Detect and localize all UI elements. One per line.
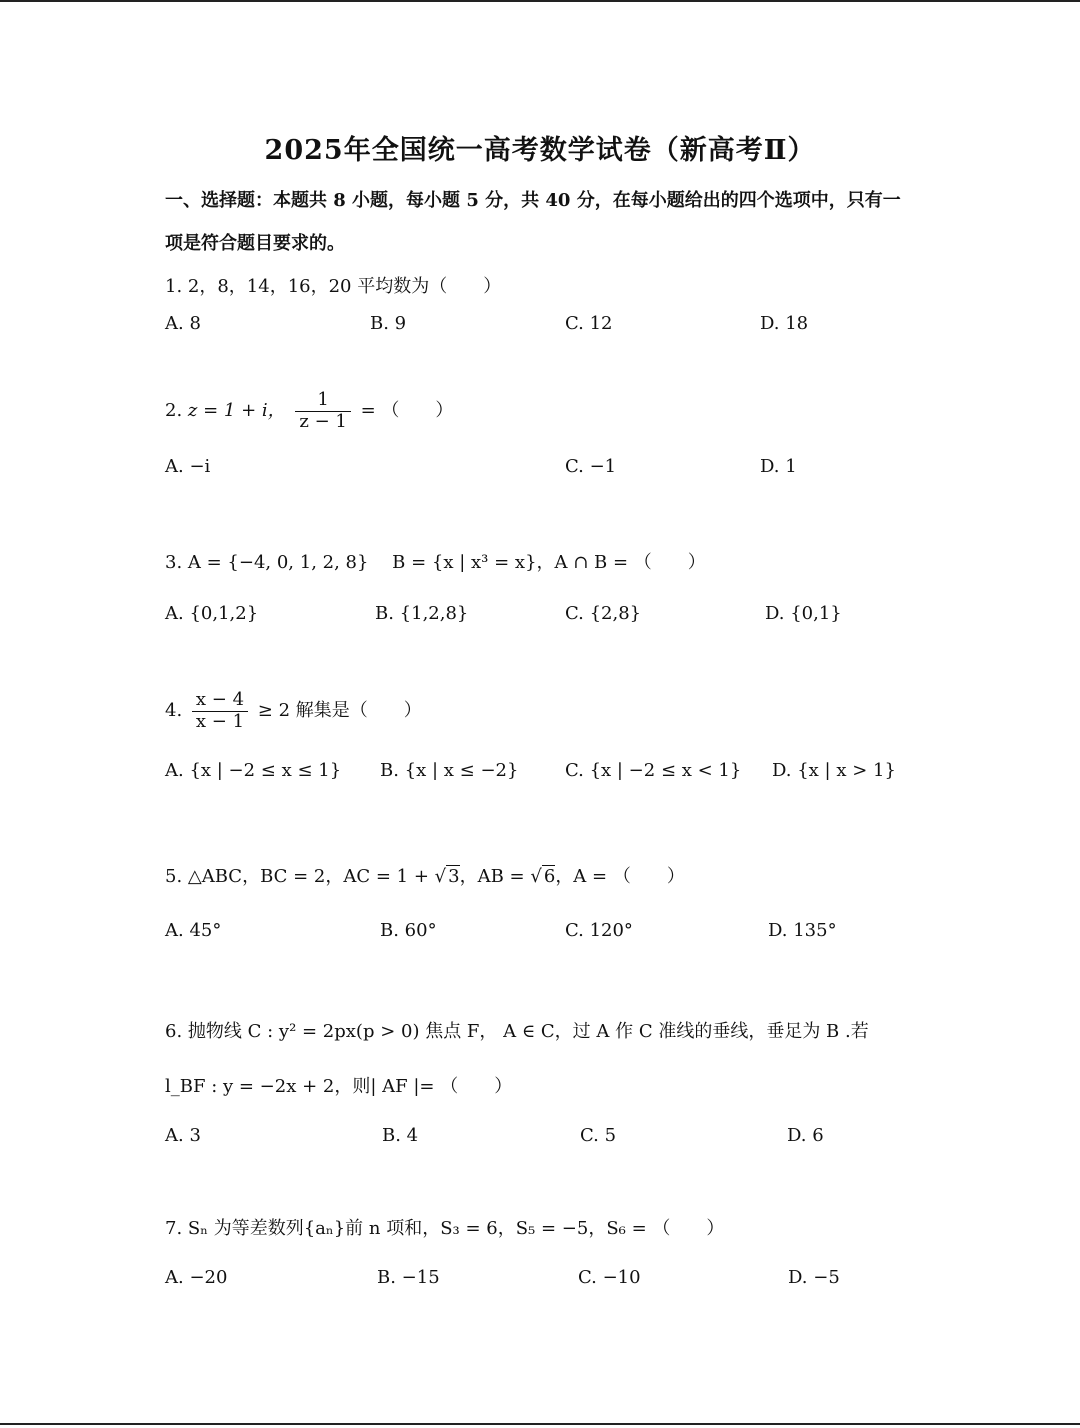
question-5-part-a: 5. △ABC，BC = 2，AC = 1 +: [165, 866, 435, 887]
question-2-option-d: D. 1: [760, 456, 797, 477]
question-4-frac-num: x − 4: [192, 690, 248, 712]
question-5-part-b: ，AB =: [459, 866, 531, 887]
question-2-frac-num: 1: [295, 390, 350, 412]
question-5-option-d: D. 135°: [768, 920, 837, 941]
bottom-border: [0, 1423, 1080, 1425]
question-5-option-a: A. 45°: [165, 920, 222, 941]
question-6-option-a: A. 3: [165, 1125, 201, 1146]
question-2-fraction: [295, 390, 350, 432]
question-2-z-def: z = 1 + i，: [187, 400, 286, 422]
question-7-stem: 7. Sₙ 为等差数列{aₙ}前 n 项和，S₃ = 6，S₅ = −5，S₆ = （ ）: [165, 1218, 725, 1239]
question-4-option-c: C. {x | −2 ≤ x < 1}: [565, 760, 742, 781]
question-4-option-b: B. {x | x ≤ −2}: [380, 760, 519, 781]
question-6-stem-line2: l_BF : y = −2x + 2，则| AF |= （ ）: [165, 1076, 513, 1097]
question-3-option-a: A. {0,1,2}: [165, 603, 259, 624]
question-4-suffix: ≥ 2 解集是（ ）: [257, 700, 422, 722]
top-border: [0, 0, 1080, 2]
question-2-option-c: C. −1: [565, 456, 617, 477]
question-4-frac-den: x − 1: [195, 710, 245, 732]
question-6-stem-line1: 6. 抛物线 C : y² = 2px(p > 0) 焦点 F， A ∈ C，过 A 作 C 准线的垂线，垂足为 B .若: [165, 1021, 869, 1042]
question-3-stem: 3. A = {−4, 0, 1, 2, 8} B = {x | x³ = x}，A ∩ B = （ ）: [165, 552, 706, 573]
question-2-stem: [165, 390, 945, 432]
question-5-sqrt-3: 3: [448, 866, 460, 887]
question-2-frac-den: z − 1: [299, 410, 347, 432]
question-2-option-a: A. −i: [165, 456, 211, 477]
question-5-option-b: B. 60°: [380, 920, 437, 941]
section-heading-line1: 一、选择题：本题共 8 小题，每小题 5 分，共 40 分，在每小题给出的四个选项中，只有一: [165, 190, 901, 211]
question-3-option-c: C. {2,8}: [565, 603, 642, 624]
question-5-option-c: C. 120°: [565, 920, 633, 941]
question-3-option-d: D. {0,1}: [765, 603, 842, 624]
question-2-suffix: = （ ）: [360, 400, 454, 422]
question-7-option-c: C. −10: [578, 1267, 641, 1288]
question-2-number: 2.: [165, 400, 183, 422]
question-6-option-b: B. 4: [382, 1125, 419, 1146]
question-7-option-a: A. −20: [165, 1267, 228, 1288]
question-7-option-d: D. −5: [788, 1267, 840, 1288]
question-4-stem: [165, 690, 945, 732]
question-4-option-a: A. {x | −2 ≤ x ≤ 1}: [165, 760, 342, 781]
question-1-option-b: B. 9: [370, 313, 407, 334]
question-5-stem: 5. △ABC，BC = 2，AC = 1 + √ 3，AB = √ 6，A = （ ）: [165, 866, 685, 887]
question-1-option-a: A. 8: [165, 313, 201, 334]
question-6-option-d: D. 6: [787, 1125, 824, 1146]
question-5-part-c: ，A = （ ）: [555, 866, 685, 887]
question-5-sqrt-6: 6: [543, 866, 556, 887]
question-1-stem: 1. 2，8，14，16，20 平均数为（ ）: [165, 276, 502, 297]
question-1-option-d: D. 18: [760, 313, 809, 334]
question-4-option-d: D. {x | x > 1}: [772, 760, 896, 781]
question-6-option-c: C. 5: [580, 1125, 617, 1146]
question-4-number: 4.: [165, 700, 183, 722]
question-7-option-b: B. −15: [377, 1267, 440, 1288]
page-title: 2025年全国统一高考数学试卷（新高考Ⅱ）: [264, 135, 816, 166]
question-1-option-c: C. 12: [565, 313, 613, 334]
question-3-option-b: B. {1,2,8}: [375, 603, 469, 624]
section-heading-line2: 项是符合题目要求的。: [165, 233, 345, 254]
question-4-fraction: [192, 690, 248, 732]
